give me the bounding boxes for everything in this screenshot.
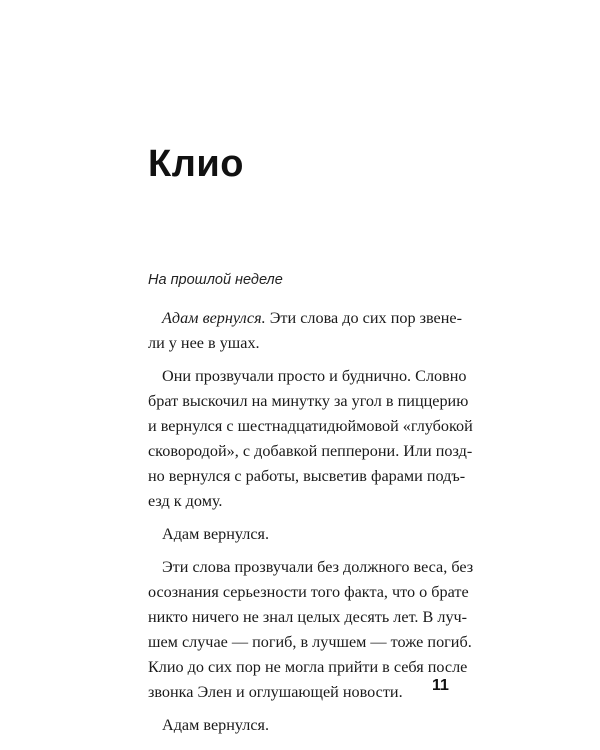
time-marker: На прошлой неделе [148,272,283,288]
text-line: шем случае — погиб, в лучшем — тоже погиб. [148,633,472,651]
text-run: Эти слова до сих пор звене- [265,309,462,327]
text-line: Они прозвучали просто и буднично. Словно [162,367,467,385]
paragraph [148,555,474,705]
text-line: но вернулся с работы, высветив фарами подъ- [148,467,466,485]
text-line: Адам вернулся. [162,525,270,543]
text-line: сковородой», с добавкой пепперони. Или позд- [148,442,473,460]
page-number: 11 [432,677,449,694]
text-line: ли у нее в ушах. [148,334,260,352]
text-line: Эти слова прозвучали без должного веса, без [162,558,474,576]
emphasis: Адам вернулся. [162,309,266,327]
text-line: Клио до сих пор не могла прийти в себя после [148,658,468,676]
chapter-title: Клио [148,143,244,185]
text-line: езд к дому. [148,492,223,510]
body-text [148,306,474,738]
text-line: осознания серьезности того факта, что о брате [148,583,469,601]
text-line: и вернулся с шестнадцатидюймовой «глубокой [148,417,473,435]
paragraph [148,306,462,356]
text-line: Адам вернулся. [162,716,270,734]
paragraph [148,364,473,514]
text-line: брат выскочил на минутку за угол в пиццерию [148,392,469,410]
text-line: звонка Элен и оглушающей новости. [148,683,403,701]
paragraph [148,522,462,547]
text-line: никто ничего не знал целых десять лет. В луч- [148,608,468,626]
text-line [148,306,462,331]
paragraph [148,713,462,738]
